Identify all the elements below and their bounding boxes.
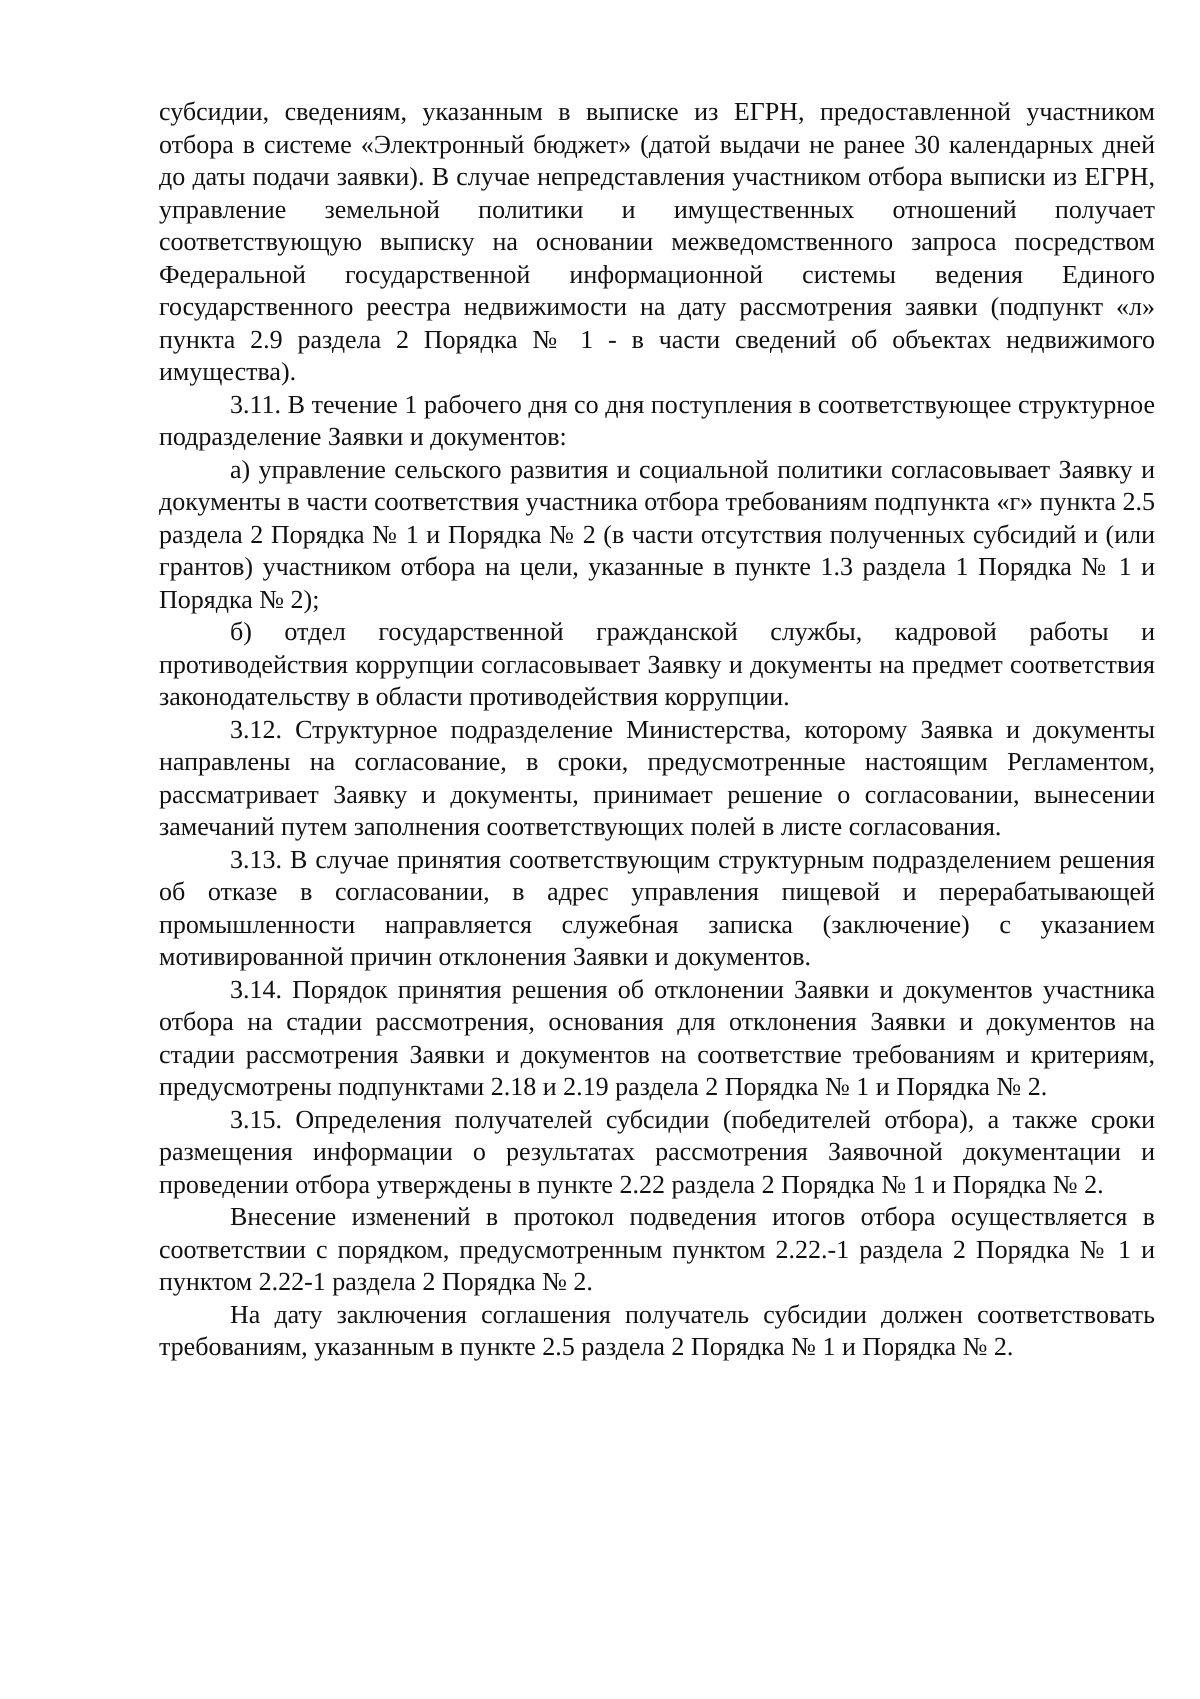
paragraph-3-11-a: а) управление сельского развития и социальной политики согласовывает Заявку и документы в части соответствия участника отбора требованиям подпункта «г» пункта 2.5 раздела 2 Порядка № 1 и Порядка № 2 (в части отсутствия полученных субсидий и (или грантов) участником отбора на цели, указанные в пункте 1.3 раздела 1 Порядка № 1 и Порядка № 2); — [159, 454, 1155, 614]
document-page — [159, 96, 1155, 1364]
paragraph-3-15: 3.15. Определения получателей субсидии (победителей отбора), а также сроки размещения информации о результатах рассмотрения Заявочной документации и проведении отбора утверждены в пункте 2.22 раздела 2 Порядка № 1 и Порядка № 2. — [159, 1104, 1155, 1199]
paragraph-3-12: 3.12. Структурное подразделение Министерства, которому Заявка и документы направлены на согласование, в сроки, предусмотренные настоящим Регламентом, рассматривает Заявку и документы, принимает решение о согласовании, вынесении замечаний путем заполнения соответствующих полей в листе согласования. — [159, 714, 1155, 841]
paragraph-continuation: субсидии, сведениям, указанным в выписке из ЕГРН, предоставленной участником отбора в системе «Электронный бюджет» (датой выдачи не ранее 30 календарных дней до даты подачи заявки). В случае непредставления участником отбора выписки из ЕГРН, управление земельной политики и имущественных отношений получает соответствующую выписку на основании межведомственного запроса посредством Федеральной государственной информационной системы ведения Единого государственного реестра недвижимости на дату рассмотрения заявки (подпункт «л» пункта 2.9 раздела 2 Порядка № 1 - в части сведений об объектах недвижимого имущества). — [159, 97, 1155, 386]
paragraph-agreement-date: На дату заключения соглашения получатель субсидии должен соответствовать требованиям, указанным в пункте 2.5 раздела 2 Порядка № 1 и Порядка № 2. — [159, 1299, 1155, 1361]
paragraph-3-13: 3.13. В случае принятия соответствующим структурным подразделением решения об отказе в согласовании, в адрес управления пищевой и перерабатывающей промышленности направляется служебная записка (заключение) с указанием мотивированной причин отклонения Заявки и документов. — [159, 844, 1155, 971]
paragraph-protocol-changes: Внесение изменений в протокол подведения итогов отбора осуществляется в соответствии с порядком, предусмотренным пунктом 2.22.-1 раздела 2 Порядка № 1 и пунктом 2.22-1 раздела 2 Порядка № 2. — [159, 1202, 1155, 1296]
paragraph-3-11: 3.11. В течение 1 рабочего дня со дня поступления в соответствующее структурное подразделение Заявки и документов: — [159, 389, 1155, 451]
paragraph-3-14: 3.14. Порядок принятия решения об отклонении Заявки и документов участника отбора на стадии рассмотрения, основания для отклонения Заявки и документов на стадии рассмотрения Заявки и документов на соответствие требованиям и критериям, предусмотрены подпунктами 2.18 и 2.19 раздела 2 Порядка № 1 и Порядка № 2. — [159, 974, 1155, 1101]
paragraph-3-11-b: б) отдел государственной гражданской службы, кадровой работы и противодействия коррупции согласовывает Заявку и документы на предмет соответствия законодательству в области противодействия коррупции. — [159, 617, 1155, 711]
